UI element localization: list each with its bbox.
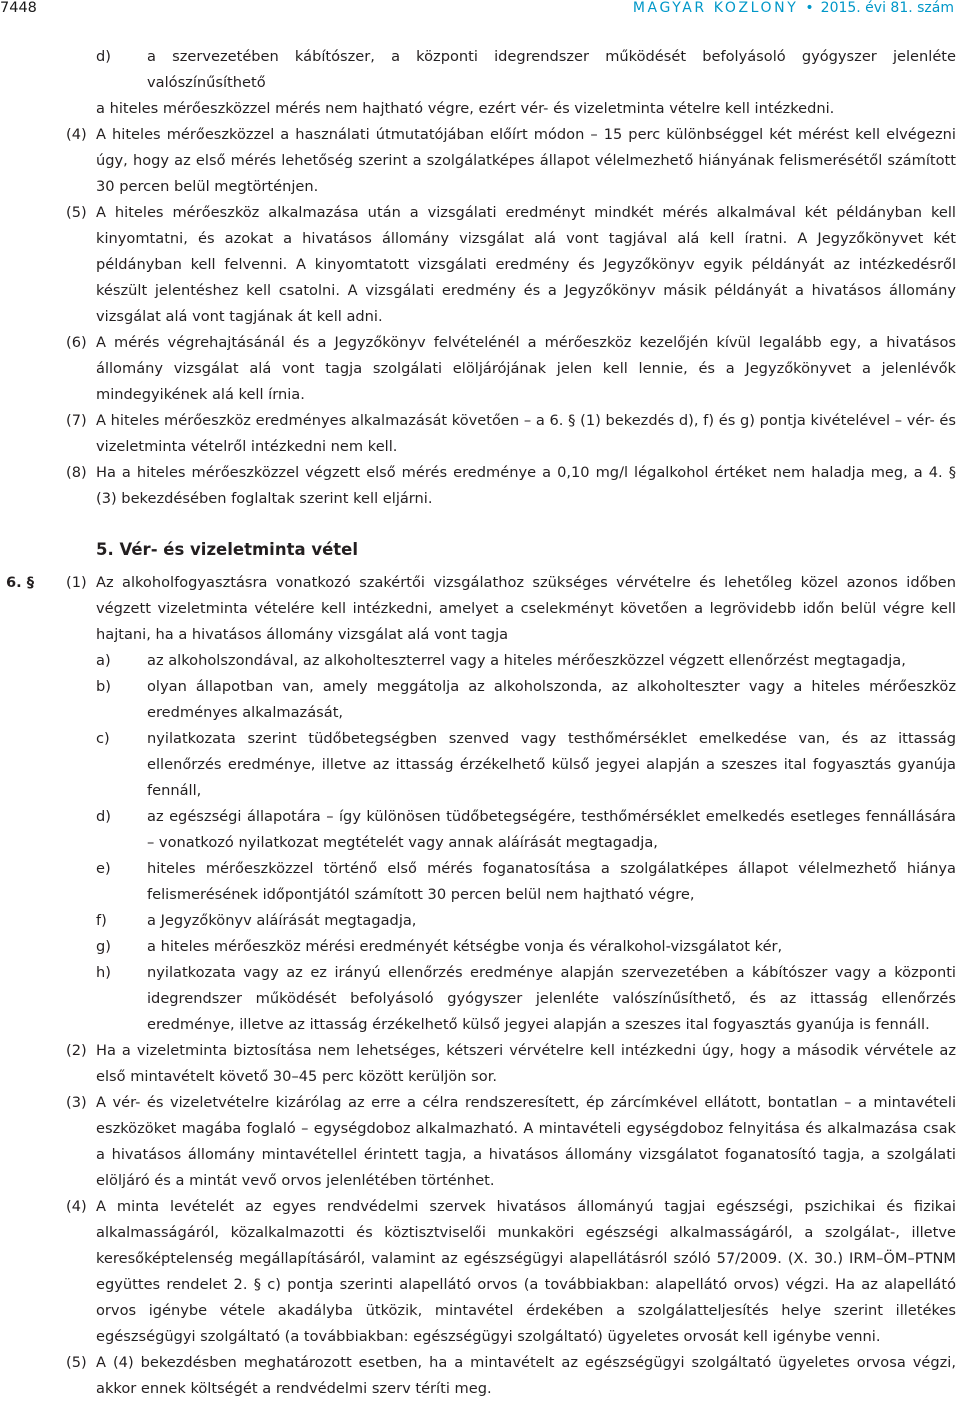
section-6-paragraph-5 <box>66 1350 956 1402</box>
section-6-paragraph-3 <box>66 1090 956 1194</box>
paragraph-label: (4) <box>66 126 87 143</box>
item-text: a hiteles mérőeszközzel mérés nem hajtható végre, ezért vér- és vizeletminta vételre kell intézkedni. <box>96 100 835 117</box>
point-c <box>96 726 956 804</box>
point-text: a Jegyzőkönyv aláírását megtagadja, <box>147 912 417 929</box>
point-d <box>96 804 956 856</box>
point-text: a hiteles mérőeszköz mérési eredményét kétségbe vonja és véralkohol-vizsgálatot kér, <box>147 938 783 955</box>
section-6-paragraph-2 <box>66 1038 956 1090</box>
point-b <box>96 674 956 726</box>
point-e <box>96 856 956 908</box>
point-text: nyilatkozata szerint tüdőbetegségben szenved vagy testhőmérséklet emelkedése van, és az ittasság ellenőrzés eredménye, illetve az ittasság érzékelhető külső jegyei alapján a szeszes ital fogyasztás gyanúja fennáll, <box>147 730 956 799</box>
paragraph-6 <box>66 330 956 408</box>
paragraph-7 <box>66 408 956 460</box>
paragraph-label: (2) <box>66 1042 87 1059</box>
section-6-paragraph-4 <box>66 1194 956 1350</box>
paragraph-label: (7) <box>66 412 87 429</box>
item-label: d) <box>96 48 111 65</box>
paragraph-text: Ha a vizeletminta biztosítása nem lehetséges, kétszeri vérvételre kell intézkedni úgy, hogy a második vérvétele az első mintavételt követő 30–45 perc között kerüljön sor. <box>96 1042 956 1085</box>
point-h <box>96 960 956 1038</box>
point-text: az alkoholszondával, az alkoholteszterrel vagy a hiteles mérőeszközzel végzett ellenőrzést megtagadja, <box>147 652 906 669</box>
section-number: 6. § <box>6 574 35 591</box>
paragraph-text: A (4) bekezdésben meghatározott esetben, ha a mintavételt az egészségügyi szolgáltató ügyeletes orvosa végzi, akkor ennek költségét a rendvédelmi szerv téríti meg. <box>96 1354 956 1397</box>
paragraph-text: A minta levételét az egyes rendvédelmi szervek hivatásos állományú tagjai egészségi, pszichikai és fizikai alkalmasságáról, közalkalmazotti és köztisztviselői munkaköri egészségi alkalmasságáról, a szolgálat-, illetve keresőképtelenség megállapításáról, valamint az egészségügyi alapellátásról szóló 57/2009. (X. 30.) IRM–ÖM–PTNM együttes rendelet 2. § c) pontja szerinti alapellátó orvos (a továbbiakban: alapellátó orvos) végzi. Ha az alapellátó orvos igénybe vétele akadályba ütközik, mintavétel érdekében a szolgálatteljesítés helye szerint illetékes egészségügyi szolgáltató (a továbbiakban: egészségügyi szolgáltató) ügyeletes orvosát kell igénybe venni. <box>96 1198 956 1345</box>
point-label: d) <box>96 808 111 825</box>
point-label: b) <box>96 678 111 695</box>
paragraph-text: A hiteles mérőeszközzel a használati útmutatójában előírt módon – 15 perc különbséggel két mérést kell elvégezni úgy, hogy az első mérés lehetőség szerint a szolgálatképes állapot vélelmezhető hiányának felismerésétől számított 30 percen belül megtörténjen. <box>96 126 956 195</box>
point-label: h) <box>96 964 111 981</box>
point-g <box>96 934 956 960</box>
point-label: c) <box>96 730 110 747</box>
point-text: olyan állapotban van, amely meggátolja az alkoholszonda, az alkoholteszter vagy a hiteles mérőeszköz eredményes alkalmazását, <box>147 678 956 721</box>
journal-title: MAGYAR KÖZLÖNY <box>632 0 799 16</box>
page-number: 7448 <box>0 0 37 16</box>
point-f <box>96 908 956 934</box>
journal-header <box>633 0 954 16</box>
paragraph-text: Ha a hiteles mérőeszközzel végzett első mérés eredménye a 0,10 mg/l légalkohol értéket nem haladja meg, a 4. § (3) bekezdésében foglaltak szerint kell eljárni. <box>96 464 956 507</box>
section-heading: 5. Vér- és vizeletminta vétel <box>96 540 359 559</box>
page-content <box>0 44 960 1402</box>
section-6-paragraph-1 <box>6 570 956 648</box>
paragraph-label: (4) <box>66 1198 87 1215</box>
paragraph-text: A hiteles mérőeszköz eredményes alkalmazását követően – a 6. § (1) bekezdés d), f) és g) pontja kivételével – vér- és vizeletminta vételről intézkedni nem kell. <box>96 412 956 455</box>
paragraph-text: A mérés végrehajtásánál és a Jegyzőkönyv felvételénél a mérőeszköz kezelőjén kívül legalább egy, a hivatásos állomány vizsgálat alá vont tagja szolgálati elöljárójának jelen kell lennie, és a Jegyzőkönyvet a jelenlévők mindegyikének alá kell írnia. <box>96 334 956 403</box>
paragraph-label: (6) <box>66 334 87 351</box>
item-text: a szervezetében kábítószer, a központi idegrendszer működését befolyásoló gyógyszer jelenléte valószínűsíthető <box>147 48 956 91</box>
header-separator: • <box>805 0 814 16</box>
issue-number: 2015. évi 81. szám <box>820 0 954 16</box>
item-d <box>96 44 956 96</box>
paragraph-label: (3) <box>66 1094 87 1111</box>
paragraph-5 <box>66 200 956 330</box>
paragraph-8 <box>66 460 956 512</box>
point-text: nyilatkozata vagy az ez irányú ellenőrzés eredménye alapján szervezetében a kábítószer vagy a központi idegrendszer működését befolyásoló gyógyszer jelenléte valószínűsíthető, és az ittasság ellenőrzés eredménye, illetve az ittasság érzékelhető külső jegyei alapján a szeszes ital fogyasztás gyanúja is fennáll. <box>147 964 956 1033</box>
point-label: f) <box>96 912 107 929</box>
paragraph-label: (8) <box>66 464 87 481</box>
point-label: a) <box>96 652 111 669</box>
point-label: g) <box>96 938 111 955</box>
paragraph-text: A hiteles mérőeszköz alkalmazása után a vizsgálati eredményt mindkét mérés alkalmával két példányban kell kinyomtatni, és azokat a hivatásos állomány vizsgálat alá vont tagjával alá kell íratni. A Jegyzőkönyvet két példányban kell felvenni. A kinyomtatott vizsgálati eredmény és Jegyzőkönyv egyik példányát az intézkedésről készült jelentéshez kell csatolni. A vizsgálati eredmény és a Jegyzőkönyv másik példányát a hivatásos állomány vizsgálat alá vont tagjának át kell adni. <box>96 204 956 325</box>
paragraph-text: A vér- és vizeletvételre kizárólag az erre a célra rendszeresített, ép zárcímkével ellátott, bontatlan – a mintavételi eszközöket magába foglaló – egységdoboz alkalmazható. A mintavételi egységdoboz felnyitása és alkalmazása csak a hivatásos állomány mintavétellel érintett tagja, a hivatásos állomány vizsgálatot foganatosító tagja, a szolgálati elöljáró és a mintát vevő orvos jelenlétében történhet. <box>96 1094 956 1189</box>
page-header <box>0 0 960 22</box>
paragraph-label: (1) <box>66 574 87 591</box>
paragraph-label: (5) <box>66 204 87 221</box>
paragraph-text: Az alkoholfogyasztásra vonatkozó szakértői vizsgálathoz szükséges vérvételre és lehetőleg közel azonos időben végzett vizeletminta vételére kell intézkedni, amelyet a cselekményt követően a legrövidebb időn belül végre kell hajtani, ha a hivatásos állomány vizsgálat alá vont tagja <box>96 574 956 643</box>
item-d-continuation <box>96 96 956 122</box>
point-text: az egészségi állapotára – így különösen tüdőbetegségére, testhőmérséklet emelkedés esetleges fennállására – vonatkozó nyilatkozat megtételét vagy annak aláírását megtagadja, <box>147 808 956 851</box>
paragraph-4 <box>66 122 956 200</box>
point-a <box>96 648 956 674</box>
point-label: e) <box>96 860 111 877</box>
point-text: hiteles mérőeszközzel történő első mérés foganatosítása a szolgálatképes állapot vélelmezhető hiánya felismerésének időpontjától számított 30 percen belül nem hajtható végre, <box>147 860 956 903</box>
paragraph-label: (5) <box>66 1354 87 1371</box>
